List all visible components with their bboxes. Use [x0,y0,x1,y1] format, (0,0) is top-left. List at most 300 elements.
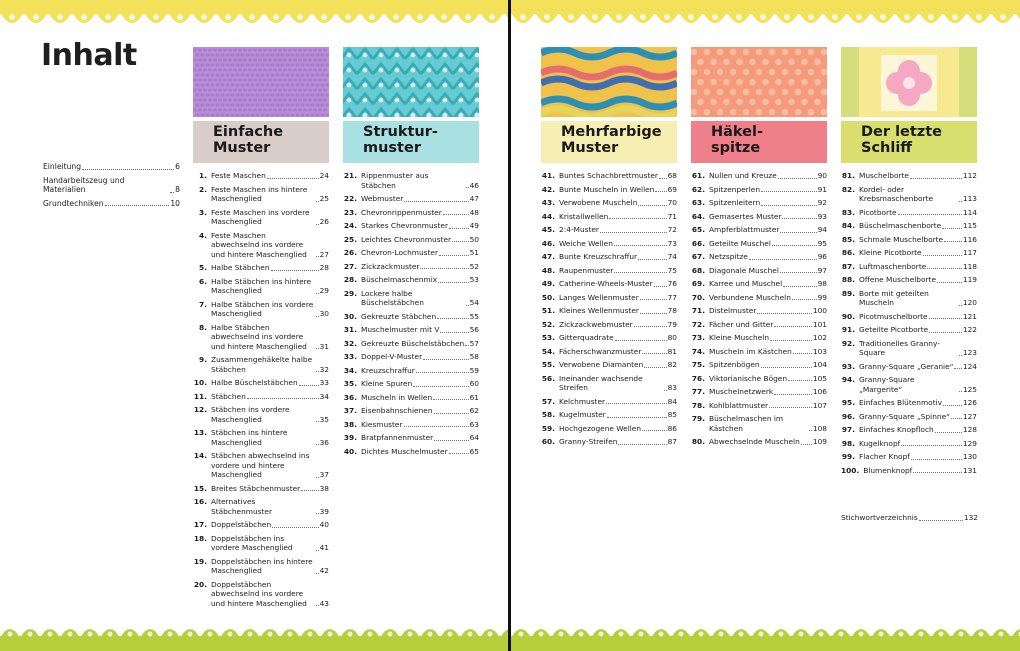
entry-text [709,171,827,181]
toc-entry[interactable] [343,171,479,190]
toc-entry[interactable] [541,293,677,303]
toc-entry[interactable] [193,185,329,204]
entry-text [709,374,827,384]
dot-leader [761,191,817,192]
section-heading [343,121,479,163]
dot-leader [919,520,963,521]
dot-leader [929,332,962,333]
toc-entry[interactable] [691,252,827,262]
dot-leader [783,286,816,287]
entry-text [859,362,977,372]
column-strukturmuster [343,47,479,460]
section-heading-line: Mehrfarbige [561,124,662,140]
entry-page: 34 [319,391,329,401]
toc-entry[interactable] [541,239,677,249]
toc-entry[interactable] [841,375,977,394]
entry-number: 45. [541,225,555,234]
dot-leader [935,432,962,433]
dot-leader [301,490,318,491]
toc-entry[interactable] [841,248,977,258]
toc-entry[interactable] [193,557,329,576]
left-page [0,0,509,651]
entry-page: 112 [962,171,977,180]
toc-entry[interactable] [193,263,329,273]
toc-entry[interactable] [193,534,329,553]
entry-text [859,275,977,285]
entry-page: 96 [817,252,827,261]
entry-page: 43 [319,598,329,608]
dot-leader [614,272,666,273]
entry-text [859,208,977,218]
entry-title: Granny-Square „Geranie“ [859,361,954,371]
entry-page: 92 [817,198,827,207]
toc-entry[interactable] [691,374,827,384]
toc-entry[interactable] [541,252,677,262]
toc-entry[interactable] [841,275,977,285]
entry-text [859,398,977,408]
entry-text [211,557,329,576]
toc-entry[interactable] [841,339,977,358]
entry-page: 27 [319,249,329,259]
toc-entry[interactable] [691,293,827,303]
dot-leader [82,169,174,170]
entry-title: Picotmuschelborte [859,311,928,321]
entry-title: Zickzackwebmuster [559,319,633,329]
dot-leader [942,228,962,229]
toc-entry[interactable] [193,323,329,352]
entry-page: 62 [469,406,479,415]
entry-number: 16. [193,497,207,506]
toc-entry[interactable] [691,437,827,447]
entry-page: 131 [962,465,977,475]
entry-title: Diagonale Muschel [709,265,779,275]
entry-title: Büschelmaschenborte [859,221,942,230]
index-entry[interactable] [841,513,978,523]
toc-entry[interactable] [343,379,479,389]
toc-entry[interactable] [343,339,479,349]
entry-text [559,266,677,276]
entry-title: Kelchmuster [559,396,606,406]
toc-entry[interactable] [343,366,479,376]
entry-text [361,325,479,335]
entry-page: 76 [667,279,677,288]
entry-number: 13. [193,428,207,437]
entry-page: 73 [667,238,677,248]
dot-leader [642,353,666,354]
dot-leader [772,245,817,246]
toc-entry[interactable] [841,398,977,408]
entry-text [709,306,827,316]
entry-number: 41. [541,171,555,180]
entry-title: Luftmaschenborte [859,261,927,271]
toc-entry[interactable] [343,312,479,322]
entry-title: Muscheln im Kästchen [709,346,792,356]
toc-entry[interactable] [691,279,827,289]
entry-number: 85. [841,234,855,244]
toc-entry[interactable] [691,401,827,411]
section-heading [541,121,677,163]
entry-page: 91 [817,184,827,194]
entry-number: 28. [343,275,357,284]
toc-entry[interactable] [841,452,977,462]
entry-text [709,239,827,249]
dot-leader [316,371,319,372]
dot-leader [638,205,666,206]
entry-number: 68. [691,265,705,275]
entry-title: Breites Stäbchenmuster [211,483,301,493]
toc-entry[interactable] [841,425,977,435]
entry-number: 11. [193,391,207,401]
entry-number: 7. [199,299,207,309]
entry-page: 42 [319,566,329,575]
entry-page: 130 [962,452,977,461]
entry-text [211,231,329,260]
dot-leader [272,527,318,528]
toc-entry[interactable] [541,347,677,357]
entry-page: 26 [319,217,329,226]
toc-entry[interactable] [193,484,329,494]
toc-entry[interactable] [691,171,827,181]
toc-entry[interactable] [343,406,479,416]
toc-entry[interactable] [343,262,479,272]
entry-title: Muschelnetzwerk [709,387,774,396]
entry-text [211,451,329,480]
entry-number: 48. [541,265,555,275]
toc-entry[interactable] [841,439,977,449]
entry-page: 60 [469,379,479,388]
entry-title: Gemasertes Muster [709,211,782,221]
toc-entry[interactable] [541,320,677,330]
toc-entry[interactable] [541,410,677,420]
toc-entry[interactable] [343,221,479,231]
toc-entry[interactable] [691,185,827,195]
entry-page: 79 [667,319,677,329]
entry-text [859,312,977,322]
toc-entry[interactable] [193,378,329,388]
section-heading [193,121,329,163]
entry-text [361,235,479,245]
entry-text [361,447,479,457]
page-title: Inhalt [41,38,137,73]
toc-entry[interactable] [343,433,479,443]
entry-title: Doppelstäbchen ins vordere Maschenglied [211,533,293,552]
section-heading-line: Einfache [213,124,284,140]
dot-leader [316,293,319,294]
dot-leader [316,256,319,257]
entry-number: 56. [541,373,555,383]
toc-entry[interactable] [841,312,977,322]
toc-entry[interactable] [841,362,977,372]
entry-text [211,520,329,530]
dot-leader [664,390,667,391]
toc-entry[interactable] [343,420,479,430]
toc-entry[interactable] [691,347,827,357]
entry-text [559,410,677,420]
entry-page: 32 [319,364,329,374]
toc-entry[interactable] [541,212,677,222]
entry-number: 18. [193,533,207,543]
toc-entry[interactable] [691,212,827,222]
dot-leader [792,299,817,300]
entry-text [709,252,827,262]
column-haekelspitze [691,47,827,451]
entry-page: 56 [469,325,479,334]
entry-text [361,312,479,322]
dot-leader [618,444,666,445]
toc-entry[interactable] [193,520,329,530]
entry-number: 58. [541,410,555,419]
intro-entry[interactable] [43,199,180,209]
entry-text [859,171,977,181]
toc-entry[interactable] [841,235,977,245]
entry-number: 5. [199,263,207,272]
toc-entry[interactable] [691,225,827,235]
dot-leader [634,326,667,327]
toc-entry[interactable] [193,451,329,480]
intro-entry[interactable] [43,176,180,195]
crochet-swatch-image [193,47,329,117]
toc-entry[interactable] [541,397,677,407]
entry-text [211,277,329,296]
entry-title: Kleine Muscheln [709,333,770,342]
entry-list [691,171,827,447]
toc-entry[interactable] [343,194,479,204]
toc-entry[interactable] [541,198,677,208]
entry-text [859,289,977,308]
toc-entry[interactable] [193,405,329,424]
crochet-swatch-image [343,47,479,117]
entry-page: 94 [817,225,827,234]
entry-title: Blumenknopf [863,465,913,475]
toc-entry[interactable] [193,580,329,609]
toc-entry[interactable] [193,231,329,260]
toc-entry[interactable] [841,289,977,308]
intro-entry[interactable] [43,162,180,172]
crochet-swatch-image [841,47,977,117]
toc-entry[interactable] [343,208,479,218]
entry-text [859,452,977,462]
entry-number: 47. [541,252,555,261]
entry-page: 47 [469,194,479,203]
entry-number: 53. [541,333,555,342]
intro-entry-title: Handarbeitszeug und Materialien [43,175,125,194]
toc-entry[interactable] [841,208,977,218]
toc-entry[interactable] [691,320,827,330]
entry-title: Dichtes Muschelmuster [361,446,448,456]
entry-number: 74. [691,346,705,356]
entry-title: Eisenbahnschienen [361,406,433,415]
entry-page: 125 [962,384,977,394]
toc-entry[interactable] [541,279,677,289]
entry-page: 33 [319,378,329,387]
entry-text [859,439,977,449]
entry-title: Netzspitze [709,252,748,261]
toc-entry[interactable] [541,185,677,195]
entry-title: Verwobene Diamanten [559,360,644,369]
toc-entry[interactable] [193,208,329,227]
dot-leader [769,407,812,408]
column-einfache-muster [193,47,329,612]
toc-entry[interactable] [193,428,329,447]
entry-page: 102 [812,333,827,342]
entry-title: Kugelknopf [859,438,901,448]
entry-page: 52 [469,261,479,271]
dot-leader [943,405,962,406]
right-page [511,0,1020,651]
entry-title: Gekreuzte Stäbchen [361,311,437,321]
toc-entry[interactable] [691,360,827,370]
toc-entry[interactable] [841,466,977,476]
toc-entry[interactable] [343,248,479,258]
toc-entry[interactable] [193,171,329,181]
dot-leader [434,440,468,441]
entry-number: 98. [841,438,855,448]
toc-entry[interactable] [541,266,677,276]
toc-entry[interactable] [841,262,977,272]
entry-text [709,437,827,447]
entry-number: 52. [541,319,555,329]
entry-title: Feste Maschen ins hintere Maschenglied [211,184,308,203]
dot-leader [316,224,319,225]
toc-entry[interactable] [541,360,677,370]
toc-entry[interactable] [541,171,677,181]
entry-page: 86 [667,423,677,433]
entry-text [859,262,977,272]
entry-page: 118 [962,261,977,271]
entry-number: 30. [343,311,357,321]
entry-number: 3. [199,207,207,217]
toc-entry[interactable] [691,333,827,343]
entry-number: 100. [841,465,860,475]
entry-number: 96. [841,411,855,421]
toc-entry[interactable] [691,239,827,249]
entry-text [859,425,977,435]
toc-entry[interactable] [193,300,329,319]
entry-number: 24. [343,221,357,230]
entry-number: 1. [199,171,207,180]
toc-entry[interactable] [193,355,329,374]
entry-text [859,375,977,394]
toc-entry[interactable] [193,392,329,402]
toc-entry[interactable] [343,447,479,457]
toc-entry[interactable] [193,277,329,296]
entry-text [859,235,977,245]
toc-entry[interactable] [343,235,479,245]
entry-text [361,339,479,349]
crochet-lace-bottom-border [0,624,509,651]
toc-entry[interactable] [691,306,827,316]
entry-text [559,333,677,343]
entry-number: 83. [841,207,855,217]
entry-title: Muschelborte [859,171,909,180]
entry-text [559,397,677,407]
entry-title: Spitzenleitern [709,198,761,207]
entry-text [709,225,827,235]
entry-page: 57 [469,338,479,348]
entry-page: 99 [817,292,827,302]
dot-leader [606,403,667,404]
entry-text [559,279,677,289]
entry-number: 76. [691,373,705,383]
entry-title: Gitterquadrate [559,333,614,342]
toc-entry[interactable] [841,185,977,204]
entry-page: 93 [817,211,827,221]
entry-title: Buntes Schachbrettmuster [559,171,658,180]
toc-entry[interactable] [343,325,479,335]
entry-page: 72 [667,225,677,234]
toc-entry[interactable] [541,333,677,343]
dot-leader [607,417,667,418]
entry-page: 106 [812,387,827,396]
toc-entry[interactable] [541,225,677,235]
entry-text [709,266,827,276]
toc-entry[interactable] [541,437,677,447]
entry-number: 27. [343,261,357,271]
entry-number: 49. [541,279,555,288]
toc-entry[interactable] [343,275,479,285]
toc-entry[interactable] [691,387,827,397]
toc-entry[interactable] [691,266,827,276]
toc-entry[interactable] [841,221,977,231]
toc-entry[interactable] [841,325,977,335]
entry-text [859,221,977,231]
entry-number: 40. [343,446,357,456]
entry-text [559,198,677,208]
toc-entry[interactable] [541,374,677,393]
entry-title: Doppel-V-Muster [361,352,423,361]
toc-entry[interactable] [193,497,329,516]
toc-entry[interactable] [343,393,479,403]
entry-page: 84 [667,396,677,406]
entry-page: 70 [667,198,677,207]
entry-page: 59 [469,365,479,375]
entry-list [541,171,677,447]
toc-entry[interactable] [841,171,977,181]
toc-entry[interactable] [343,289,479,308]
toc-entry[interactable] [541,306,677,316]
entry-number: 95. [841,398,855,407]
entry-title: Kohlblattmuster [709,400,769,410]
entry-page: 61 [469,392,479,402]
entry-text [559,374,677,393]
entry-title: Einfaches Blütenmotiv [859,398,943,407]
toc-entry[interactable] [541,424,677,434]
entry-page: 55 [469,311,479,321]
toc-entry[interactable] [691,414,827,433]
entry-title: Granny-Square „Spinne“ [859,411,950,421]
entry-number: 86. [841,248,855,257]
entry-number: 65. [691,225,705,234]
entry-number: 23. [343,207,357,217]
entry-text [709,387,827,397]
dot-leader [770,340,812,341]
entry-title: Granny-Streifen [559,437,618,446]
toc-entry[interactable] [691,198,827,208]
entry-number: 54. [541,346,555,356]
entry-title: Bratpfannenmuster [361,433,434,442]
entry-number: 10. [193,378,207,387]
entry-title: Bunte Kreuzschraffur [559,252,638,261]
toc-entry[interactable] [343,352,479,362]
toc-entry[interactable] [841,412,977,422]
dot-leader [911,459,962,460]
entry-number: 84. [841,221,855,230]
entry-title: Kugelmuster [559,410,606,419]
dot-leader [420,268,468,269]
entry-title: Stäbchen ins hintere Maschenglied [211,428,288,447]
dot-leader [801,444,812,445]
entry-number: 71. [691,306,705,315]
